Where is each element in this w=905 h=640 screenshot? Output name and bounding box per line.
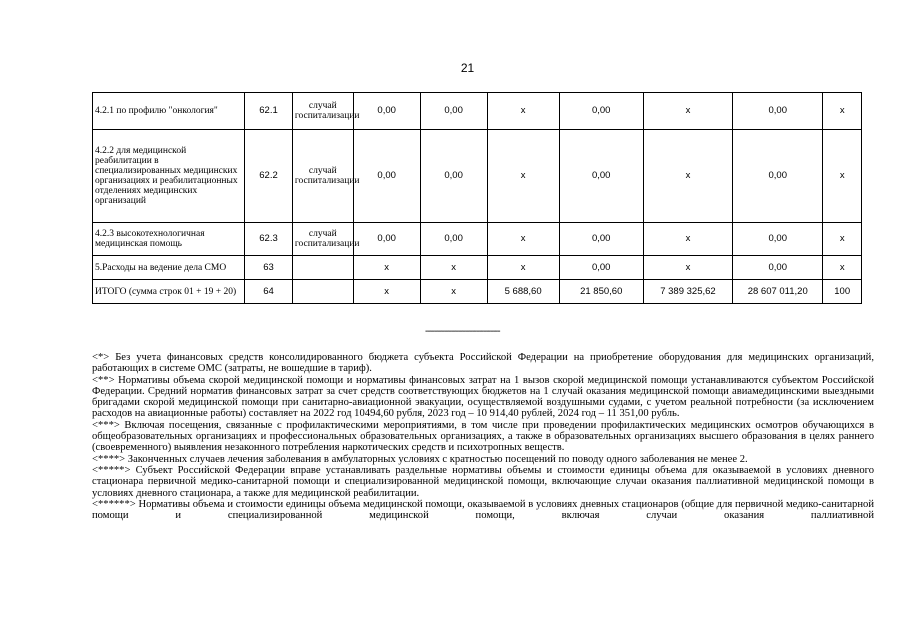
footnote: <****> Законченных случаев лечения заболевания в амбулаторных условиях с кратностью посещений по поводу одного заболевания не менее 2. (92, 453, 748, 465)
footnote: <***> Включая посещения, связанные с профилактическими мероприятиями, в том числе при проведении профилактических медицинских осмотров обучающихся в общеобразовательных организациях и профессиональных образовательных организациях, а также в образовательных организациях высшего образования в целях раннего (своевременного) выявления незаконного потребления наркотических средств и психотропных веществ. (92, 419, 874, 454)
row-name: 4.2.2 для медицинской реабилитации в специализированных медицинских организациях и реабилитационных отделениях медицинских организаций (93, 130, 245, 223)
row-code: 62.2 (245, 130, 293, 223)
row-unit: случай госпитализации (292, 93, 353, 130)
cell-value: 0,00 (559, 130, 643, 223)
cell-value: 0,00 (353, 223, 420, 256)
row-code: 63 (245, 256, 293, 280)
row-name: 4.2.1 по профилю "онкология" (93, 93, 245, 130)
table-row (93, 223, 862, 256)
table-row (93, 280, 862, 304)
row-unit: случай госпитализации (292, 223, 353, 256)
row-code: 64 (245, 280, 293, 304)
cell-value: 0,00 (733, 130, 823, 223)
table-row (93, 130, 862, 223)
cell-value: x (643, 130, 732, 223)
cell-value: 0,00 (733, 223, 823, 256)
footnote: <*****> Субъект Российской Федерации вправе устанавливать раздельные нормативы объемы и стоимости единицы объема для оказываемой в условиях дневного стационара первичной медико-санитарной помощи и специализированной медицинской помощи, включающие случаи оказания паллиативной медицинской помощи в условиях дневного стационара, а также для медицинской реабилитации. (92, 464, 874, 499)
cell-value: x (823, 223, 862, 256)
cell-value: x (643, 223, 732, 256)
cell-value: 0,00 (353, 130, 420, 223)
cell-value: 100 (823, 280, 862, 304)
row-unit (292, 280, 353, 304)
cell-value: 0,00 (559, 223, 643, 256)
cell-value: 0,00 (420, 130, 487, 223)
cell-value: x (823, 93, 862, 130)
cell-value: 0,00 (559, 256, 643, 280)
cell-value: 0,00 (420, 93, 487, 130)
cell-value: x (353, 280, 420, 304)
table-row (93, 93, 862, 130)
cell-value: 28 607 011,20 (733, 280, 823, 304)
cell-value: x (487, 256, 559, 280)
cell-value: x (487, 130, 559, 223)
cell-value: x (643, 256, 732, 280)
footnote: <*> Без учета финансовых средств консолидированного бюджета субъекта Российской Федерации на приобретение оборудования для медицинских организаций, работающих в системе ОМС (затраты, не вошедшие в тариф). (92, 352, 874, 375)
cell-value: 0,00 (420, 223, 487, 256)
cell-value: 7 389 325,62 (643, 280, 732, 304)
footnote-separator: -------------------------------- (425, 326, 500, 337)
cell-value: 5 688,60 (487, 280, 559, 304)
cell-value: x (487, 93, 559, 130)
cell-value: 0,00 (353, 93, 420, 130)
row-unit: случай госпитализации (292, 130, 353, 223)
cell-value: 0,00 (733, 256, 823, 280)
row-code: 62.3 (245, 223, 293, 256)
cell-value: x (823, 130, 862, 223)
row-name: 5.Расходы на ведение дела СМО (93, 256, 245, 280)
cell-value: x (823, 256, 862, 280)
row-code: 62.1 (245, 93, 293, 130)
cell-value: x (487, 223, 559, 256)
footnotes (92, 352, 874, 521)
cell-value: 0,00 (733, 93, 823, 130)
page-number: 21 (460, 61, 475, 75)
cell-value: 21 850,60 (559, 280, 643, 304)
cell-value: x (353, 256, 420, 280)
row-name: 4.2.3 высокотехнологичная медицинская помощь (93, 223, 245, 256)
cell-value: 0,00 (559, 93, 643, 130)
cell-value: x (420, 280, 487, 304)
footnote: <******> Нормативы объема и стоимости единицы объема медицинской помощи, оказываемой в условиях дневных стационаров (общие для первичной медико-санитарной помощи и специализированной медицинской помощи, включая случаи оказания паллиативной (92, 498, 874, 522)
cell-value: x (420, 256, 487, 280)
row-name: ИТОГО (сумма строк 01 + 19 + 20) (93, 280, 245, 304)
table-row (93, 256, 862, 280)
cell-value: x (643, 93, 732, 130)
data-table (92, 92, 862, 304)
row-unit (292, 256, 353, 280)
footnote: <**> Нормативы объема скорой медицинской помощи и нормативы финансовых затрат на 1 вызов скорой медицинской помощи устанавливаются субъектом Российской Федерации. Средний норматив финансовых затрат за счет средств соответствующих бюджетов на 1 случай оказания медицинской помощи авиамедицинскими выездными бригадами скорой медицинской помощи при санитарно-авиационной эвакуации, осуществляемой воздушными судами, с учетом реальной потребности (за исключением расходов на авиационные работы) составляет на 2022 год 10494,60 рубля, 2023 год – 10 914,40 рублей, 2024 год – 11 351,00 рубль. (92, 374, 874, 420)
